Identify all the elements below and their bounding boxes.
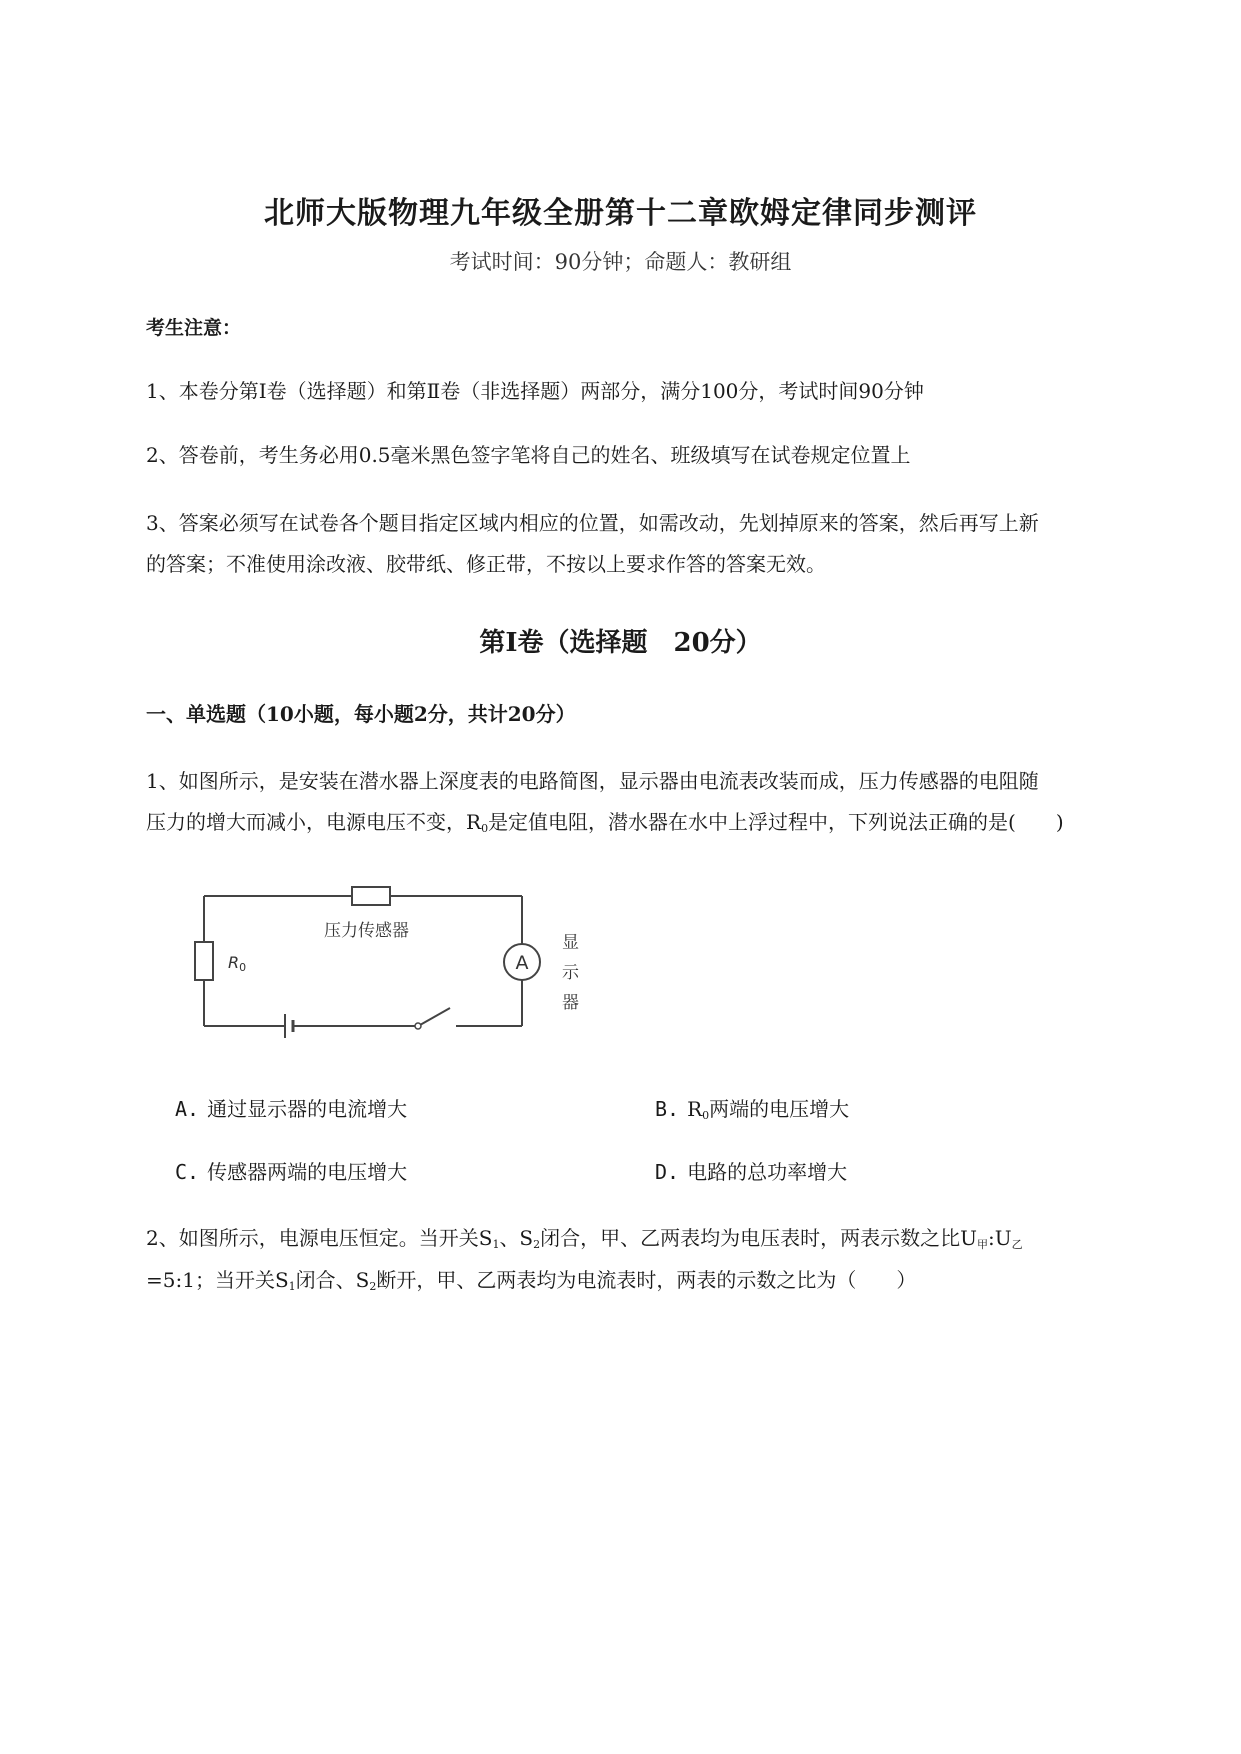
question-2-line-1: [146, 1220, 1156, 1263]
option-b-r: R: [687, 1097, 703, 1121]
question-1-line-2-a: 压力的增大而减小，电源电压不变，R: [146, 810, 482, 834]
switch-blade: [420, 1008, 450, 1025]
question-1-line-2: [146, 804, 1156, 847]
option-d-text: 电路的总功率增大: [687, 1160, 848, 1184]
option-b-sub: 0: [702, 1109, 710, 1122]
notice-item-3-line-2: 的答案；不准使用涂改液、胶带纸、修正带，不按以上要求作答的答案无效。: [146, 552, 826, 576]
q2-l2-c: 断开，甲、乙两表均为电流表时，两表的示数之比为（ ）: [376, 1268, 917, 1292]
exam-subtitle: 考试时间：90分钟；命题人：教研组: [449, 250, 792, 274]
display-char-2: 示: [562, 963, 579, 983]
q2-l2-s1-sub: 1: [288, 1280, 296, 1293]
q2-l1-b: 、S: [499, 1226, 534, 1250]
q2-l1-a: 2、如图所示，电源电压恒定。当开关S: [146, 1226, 493, 1250]
option-b-label: B.: [655, 1097, 680, 1121]
option-d-label: D.: [655, 1160, 680, 1184]
option-d[interactable]: [655, 1156, 847, 1185]
q2-l2-a: =5:1；当开关S: [146, 1268, 289, 1292]
section-title: 第Ⅰ卷（选择题 20分）: [479, 628, 762, 658]
r0-resistor: [195, 942, 213, 980]
option-b-text: 两端的电压增大: [709, 1097, 850, 1121]
display-char-1: 显: [562, 933, 579, 953]
option-a-label: A.: [175, 1097, 200, 1121]
switch-pivot: [415, 1023, 421, 1029]
option-c[interactable]: [175, 1156, 407, 1185]
exam-title: 北师大版物理九年级全册第十二章欧姆定律同步测评: [264, 196, 977, 231]
q2-l1-c: 闭合，甲、乙两表均为电压表时，两表示数之比U: [540, 1226, 977, 1250]
question-2-line-2: [146, 1262, 1156, 1305]
display-char-3: 器: [562, 993, 579, 1013]
question-1-line-1: 1、如图所示，是安装在潜水器上深度表的电路简图，显示器由电流表改装而成，压力传感器的电阻随: [146, 769, 1039, 793]
r0-subscript: 0: [481, 822, 489, 835]
q2-l1-jia-sub: 甲: [977, 1238, 988, 1251]
q2-l1-d: :U: [988, 1226, 1012, 1250]
notice-item-2: 2、答卷前，考生务必用0.5毫米黑色签字笔将自己的姓名、班级填写在试卷规定位置上: [146, 443, 911, 467]
option-b[interactable]: [655, 1093, 849, 1122]
q2-l2-b: 闭合、S: [295, 1268, 370, 1292]
notice-item-1: 1、本卷分第Ⅰ卷（选择题）和第Ⅱ卷（非选择题）两部分，满分100分，考试时间90分钟: [146, 379, 924, 403]
sensor-label: 压力传感器: [324, 921, 409, 941]
ammeter-label: A: [515, 952, 529, 974]
part-heading: 一、单选题（10小题，每小题2分，共计20分）: [146, 702, 576, 726]
q2-l1-s2-sub: 2: [533, 1238, 541, 1251]
circuit-diagram: [190, 878, 610, 1058]
notice-heading: 考生注意：: [146, 317, 242, 339]
pressure-sensor-resistor: [352, 887, 390, 905]
q2-l2-s2-sub: 2: [369, 1280, 377, 1293]
option-a[interactable]: [175, 1093, 407, 1122]
option-c-text: 传感器两端的电压增大: [207, 1160, 408, 1184]
r0-label: R0: [228, 953, 247, 974]
q2-l1-s1-sub: 1: [492, 1238, 500, 1251]
option-c-label: C.: [175, 1160, 200, 1184]
q2-l1-yi-sub: 乙: [1011, 1238, 1023, 1251]
option-a-text: 通过显示器的电流增大: [207, 1097, 408, 1121]
question-1-line-2-b: 是定值电阻，潜水器在水中上浮过程中，下列说法正确的是( ): [488, 810, 1064, 834]
notice-item-3-line-1: 3、答案必须写在试卷各个题目指定区域内相应的位置，如需改动，先划掉原来的答案，然后再写上新: [146, 511, 1039, 535]
